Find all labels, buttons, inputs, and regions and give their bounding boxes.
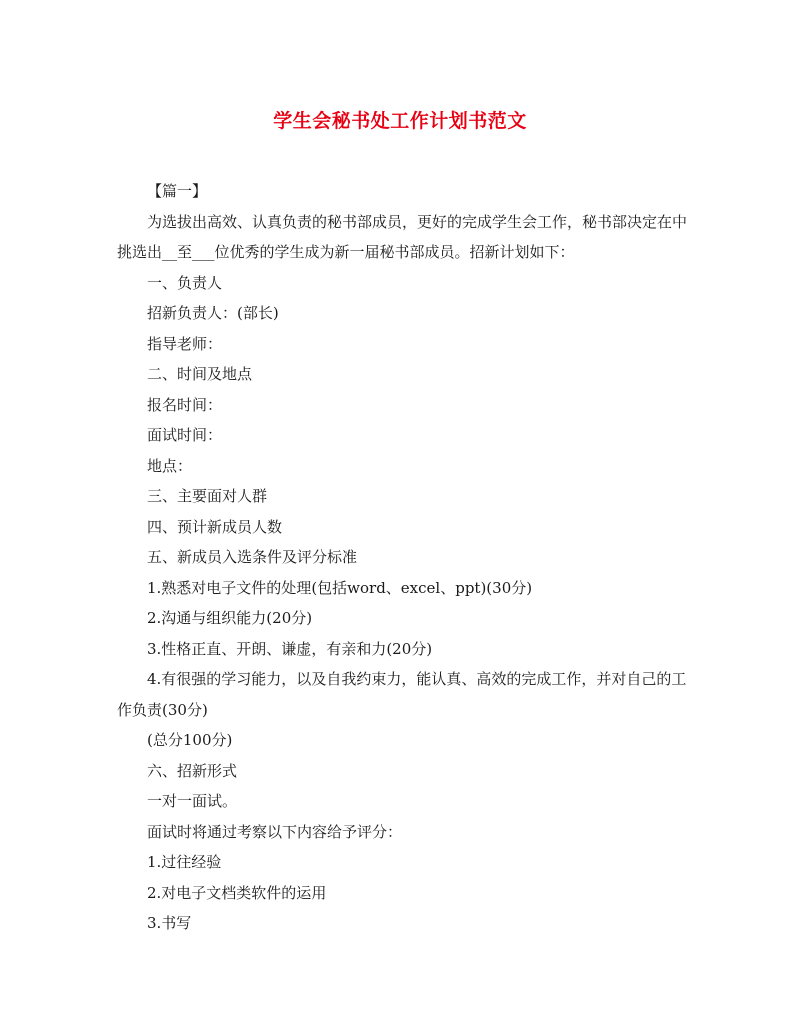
list-item: 3.性格正直、开朗、谦虚，有亲和力(20分) — [147, 639, 433, 658]
section-heading: 三、主要面对人群 — [147, 487, 268, 505]
document-body — [117, 176, 687, 939]
list-item: 2.对电子文档类软件的运用 — [147, 883, 327, 902]
text-line: 面试时间： — [147, 426, 223, 444]
text-line: 一对一面试。 — [147, 792, 238, 810]
section-heading: 二、时间及地点 — [147, 365, 253, 383]
section-heading: 六、招新形式 — [147, 761, 238, 780]
list-item: 4.有很强的学习能力，以及自我约束力，能认真、高效的完成工作，并对自己的工作负责(30分) — [117, 670, 687, 719]
list-item: 2.沟通与组织能力(20分) — [147, 609, 313, 627]
text-line: 地点： — [147, 456, 193, 475]
text-line: 面试时将通过考察以下内容给予评分： — [147, 822, 403, 841]
section-heading: 五、新成员入选条件及评分标准 — [147, 548, 358, 566]
section-heading: 【篇一】 — [147, 182, 208, 200]
section-heading: 四、预计新成员人数 — [147, 517, 283, 536]
text-line: (总分100分) — [147, 731, 233, 749]
list-item: 3.书写 — [147, 914, 192, 932]
text-line: 招新负责人：(部长) — [147, 304, 279, 322]
list-item: 1.熟悉对电子文件的处理(包括word、excel、ppt)(30分) — [147, 578, 533, 597]
text-line: 报名时间： — [147, 395, 223, 414]
text-line: 指导老师： — [147, 334, 223, 353]
section-heading: 一、负责人 — [147, 273, 223, 292]
intro-paragraph: 为选拔出高效、认真负责的秘书部成员，更好的完成学生会工作，秘书部决定在中挑选出__至___位优秀的学生成为新一届秘书部成员。招新计划如下： — [117, 212, 688, 261]
document-title: 学生会秘书处工作计划书范文 — [273, 110, 527, 132]
list-item: 1.过往经验 — [147, 853, 222, 871]
